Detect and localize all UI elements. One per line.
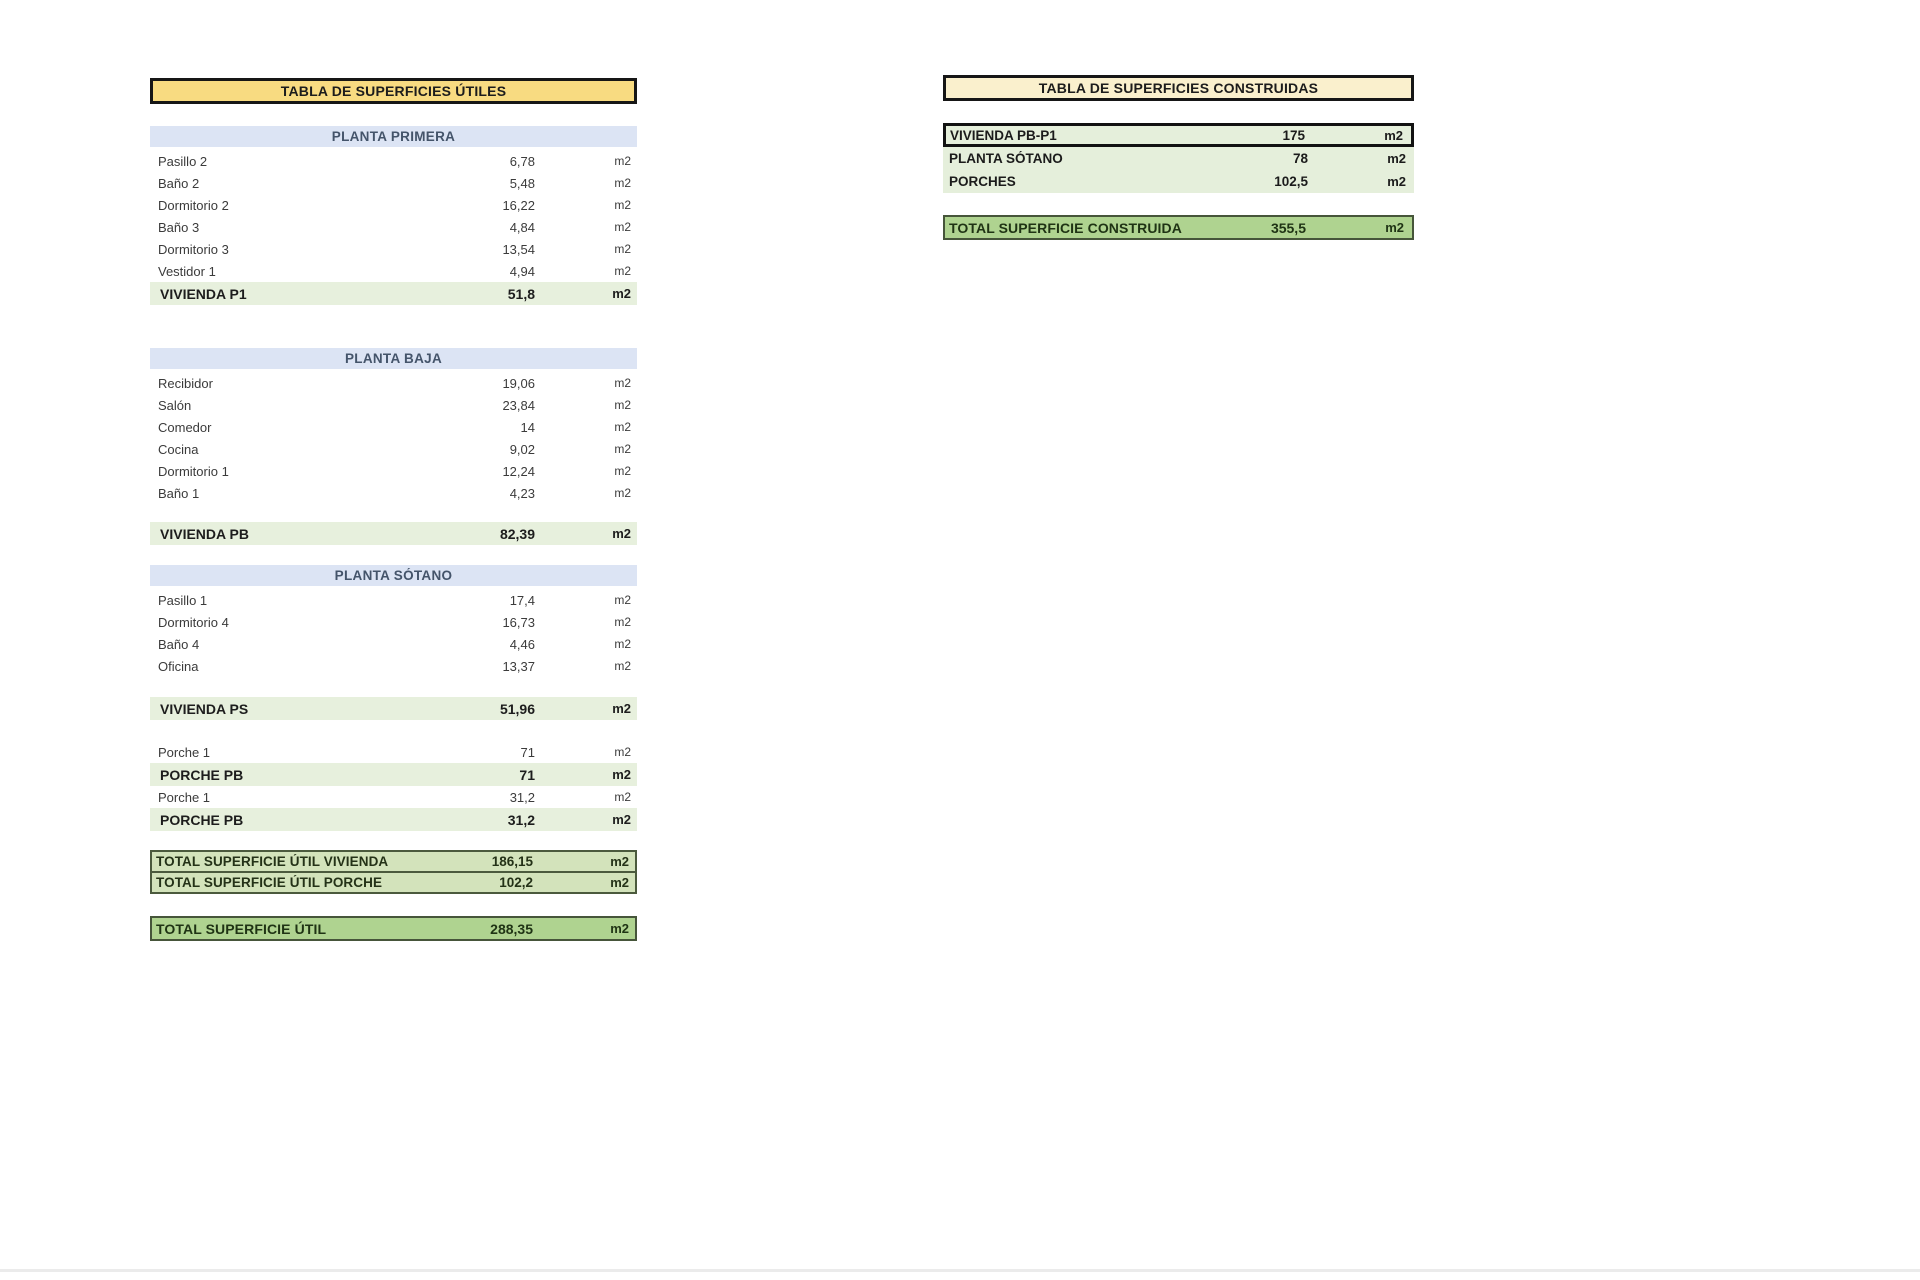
row-spacer [150, 305, 637, 348]
row-unit: m2 [610, 854, 629, 869]
row-value: 82,39 [499, 525, 535, 542]
row-value: 16,73 [502, 614, 535, 630]
row-spacer [150, 504, 637, 522]
row-unit: m2 [612, 286, 631, 301]
row-label: Salón [158, 397, 192, 413]
row-spacer [150, 831, 637, 850]
row-unit: m2 [614, 176, 631, 190]
row-unit: m2 [610, 921, 629, 936]
page-bottom-line [0, 1269, 1920, 1272]
table-row-vivienda-ps [150, 697, 637, 720]
row-unit: m2 [612, 701, 631, 716]
tabla-superficies-utiles [150, 78, 637, 941]
table-row-porche-pb [150, 808, 637, 831]
right-table-rows [943, 123, 1414, 240]
row-value: 13,54 [502, 241, 535, 257]
row-label: Porche 1 [158, 789, 211, 805]
row-value: 71 [520, 744, 535, 760]
row-label: VIVIENDA PB [160, 525, 249, 542]
row-value: 13,37 [502, 658, 535, 674]
table-row-vivienda-pb [150, 522, 637, 545]
table-row-porche-pb [150, 763, 637, 786]
table-row-porche-1 [150, 786, 637, 808]
row-value: 31,2 [509, 789, 535, 805]
row-value: 12,24 [502, 463, 535, 479]
row-unit: m2 [614, 442, 631, 456]
table-row-total-superficie-construida [943, 215, 1414, 240]
row-label: VIVIENDA PS [160, 700, 249, 717]
row-unit: m2 [612, 812, 631, 827]
row-unit: m2 [1387, 151, 1406, 166]
row-value: 4,94 [509, 263, 535, 279]
left-table-rows [150, 126, 637, 941]
row-label: Baño 4 [158, 636, 200, 652]
row-value: 19,06 [502, 375, 535, 391]
row-label: VIVIENDA P1 [160, 285, 247, 302]
table-row-comedor [150, 416, 637, 438]
row-unit: m2 [614, 659, 631, 673]
row-label: PLANTA SÓTANO [334, 568, 453, 583]
row-spacer [150, 677, 637, 697]
row-spacer [150, 720, 637, 741]
tabla-superficies-construidas [943, 75, 1414, 240]
row-label: Dormitorio 3 [158, 241, 229, 257]
row-label: PLANTA PRIMERA [331, 129, 456, 144]
row-value: 288,35 [490, 920, 533, 937]
table-row-vivienda-p1 [150, 282, 637, 305]
table-row-oficina [150, 655, 637, 677]
row-unit: m2 [614, 198, 631, 212]
table-row-planta-primera [150, 126, 637, 147]
row-label: Vestidor 1 [158, 263, 216, 279]
right-table-title: TABLA DE SUPERFICIES CONSTRUIDAS [943, 75, 1414, 101]
row-value: 102,2 [499, 875, 533, 890]
row-label: Dormitorio 2 [158, 197, 229, 213]
row-unit: m2 [614, 615, 631, 629]
row-value: 31,2 [507, 811, 535, 828]
row-unit: m2 [614, 745, 631, 759]
row-value: 14 [520, 419, 535, 435]
table-row-ba-o-4 [150, 633, 637, 655]
row-label: Recibidor [158, 375, 213, 391]
row-unit: m2 [614, 398, 631, 412]
table-row-cocina [150, 438, 637, 460]
row-unit: m2 [614, 242, 631, 256]
table-row-planta-s-tano [943, 147, 1414, 170]
table-row-vestidor-1 [150, 260, 637, 282]
table-row-ba-o-2 [150, 172, 637, 194]
row-label: PLANTA SÓTANO [949, 151, 1063, 166]
row-label: PORCHE PB [160, 766, 244, 783]
row-unit: m2 [614, 220, 631, 234]
row-unit: m2 [614, 264, 631, 278]
row-label: Oficina [158, 658, 199, 674]
row-unit: m2 [614, 790, 631, 804]
row-value: 355,5 [1270, 219, 1306, 236]
row-spacer [150, 894, 637, 916]
row-label: Dormitorio 1 [158, 463, 229, 479]
row-value: 9,02 [509, 441, 535, 457]
row-unit: m2 [614, 593, 631, 607]
row-unit: m2 [1387, 174, 1406, 189]
row-unit: m2 [614, 637, 631, 651]
row-unit: m2 [614, 376, 631, 390]
row-label: PORCHES [949, 174, 1016, 189]
row-value: 4,23 [509, 485, 535, 501]
row-label: TOTAL SUPERFICIE ÚTIL VIVIENDA [156, 854, 389, 869]
row-value: 51,96 [499, 700, 535, 717]
row-label: Porche 1 [158, 744, 211, 760]
row-label: Baño 2 [158, 175, 200, 191]
row-label: PORCHE PB [160, 811, 244, 828]
row-value: 175 [1282, 127, 1305, 143]
table-row-total-superficie-til-vivienda [150, 850, 637, 873]
table-row-total-superficie-til [150, 916, 637, 941]
table-row-dormitorio-1 [150, 460, 637, 482]
table-row-sal-n [150, 394, 637, 416]
row-label: Cocina [158, 441, 199, 457]
row-unit: m2 [1384, 127, 1403, 143]
row-label: Pasillo 2 [158, 153, 208, 169]
row-value: 102,5 [1274, 174, 1308, 189]
row-label: TOTAL SUPERFICIE CONSTRUIDA [949, 219, 1182, 236]
row-label: TOTAL SUPERFICIE ÚTIL [156, 920, 327, 937]
row-value: 51,8 [507, 285, 535, 302]
row-label: TOTAL SUPERFICIE ÚTIL PORCHE [156, 875, 383, 890]
row-unit: m2 [612, 767, 631, 782]
table-row-dormitorio-2 [150, 194, 637, 216]
table-row-ba-o-1 [150, 482, 637, 504]
row-value: 17,4 [509, 592, 535, 608]
left-table-title: TABLA DE SUPERFICIES ÚTILES [150, 78, 637, 104]
row-label: Dormitorio 4 [158, 614, 229, 630]
table-row-planta-baja [150, 348, 637, 369]
row-value: 5,48 [509, 175, 535, 191]
row-value: 78 [1292, 151, 1308, 166]
table-row-recibidor [150, 372, 637, 394]
table-row-dormitorio-3 [150, 238, 637, 260]
row-unit: m2 [614, 154, 631, 168]
row-label: Pasillo 1 [158, 592, 208, 608]
row-label: Baño 3 [158, 219, 200, 235]
row-label: Comedor [158, 419, 212, 435]
table-row-dormitorio-4 [150, 611, 637, 633]
row-unit: m2 [1385, 220, 1404, 235]
table-row-ba-o-3 [150, 216, 637, 238]
row-label: PLANTA BAJA [344, 351, 443, 366]
row-unit: m2 [612, 526, 631, 541]
row-spacer [150, 545, 637, 565]
row-value: 4,46 [509, 636, 535, 652]
row-spacer [943, 193, 1414, 215]
row-label: VIVIENDA PB-P1 [950, 127, 1057, 143]
row-value: 23,84 [502, 397, 535, 413]
row-unit: m2 [614, 420, 631, 434]
table-row-total-superficie-til-porche [150, 871, 637, 894]
table-row-pasillo-1 [150, 589, 637, 611]
row-value: 4,84 [509, 219, 535, 235]
table-row-porches [943, 170, 1414, 193]
row-unit: m2 [610, 875, 629, 890]
row-unit: m2 [614, 486, 631, 500]
row-value: 71 [519, 766, 535, 783]
table-row-vivienda-pb-p1 [943, 123, 1414, 147]
table-row-porche-1 [150, 741, 637, 763]
table-row-pasillo-2 [150, 150, 637, 172]
row-value: 186,15 [491, 854, 533, 869]
row-label: Baño 1 [158, 485, 200, 501]
table-row-planta-s-tano [150, 565, 637, 586]
row-unit: m2 [614, 464, 631, 478]
row-value: 16,22 [502, 197, 535, 213]
row-value: 6,78 [509, 153, 535, 169]
